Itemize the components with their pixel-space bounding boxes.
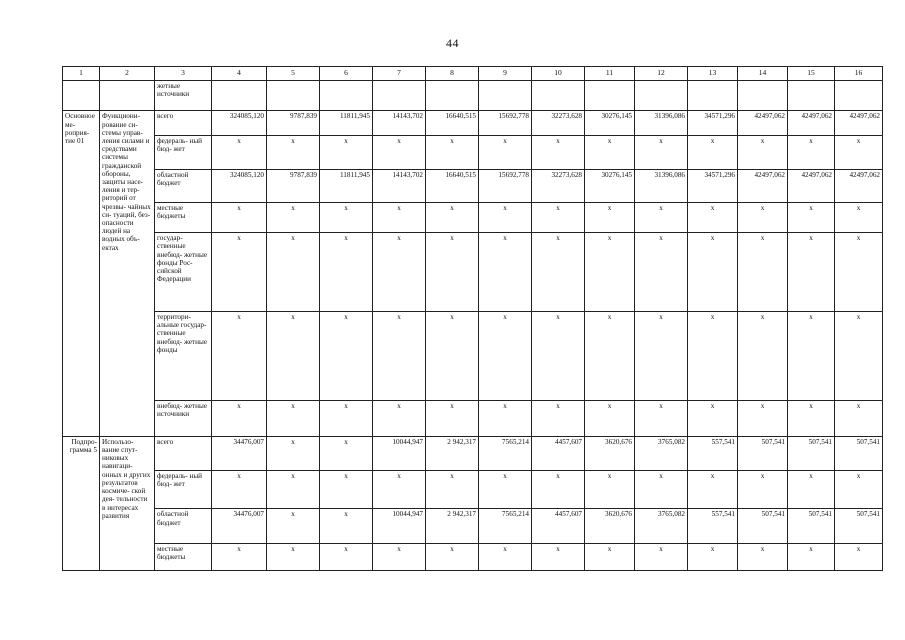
value-cell: 4457,607	[532, 509, 585, 543]
value-cell: x	[320, 135, 373, 169]
table-row	[63, 135, 883, 169]
value-cell: x	[532, 135, 585, 169]
funding-source-cell: местные бюджеты	[155, 203, 212, 233]
value-cell: 42497,062	[788, 111, 835, 135]
value-cell: x	[738, 203, 788, 233]
value-cell: x	[426, 400, 479, 436]
value-cell: x	[738, 233, 788, 312]
value-cell: 31396,086	[635, 111, 688, 135]
value-cell: x	[835, 311, 883, 400]
value-cell: x	[479, 311, 532, 400]
value-cell: 10044,947	[373, 436, 426, 470]
value-cell: x	[635, 135, 688, 169]
empty-cell	[585, 81, 635, 111]
value-cell: x	[635, 471, 688, 509]
value-cell: 2 942,317	[426, 436, 479, 470]
table-row	[63, 203, 883, 233]
value-cell: 7565,214	[479, 509, 532, 543]
value-cell: x	[788, 203, 835, 233]
value-cell: 16640,515	[426, 111, 479, 135]
value-cell: 3620,676	[585, 436, 635, 470]
funding-source-cell: местные бюджеты	[155, 543, 212, 570]
value-cell: x	[585, 203, 635, 233]
value-cell: x	[835, 233, 883, 312]
value-cell: x	[373, 471, 426, 509]
value-cell: 32273,628	[532, 169, 585, 202]
value-cell: x	[835, 400, 883, 436]
value-cell: x	[373, 400, 426, 436]
value-cell: x	[267, 436, 320, 470]
value-cell: 14143,702	[373, 111, 426, 135]
value-cell: x	[688, 135, 738, 169]
value-cell: 324085,120	[212, 111, 267, 135]
value-cell: x	[212, 311, 267, 400]
empty-cell	[688, 81, 738, 111]
value-cell: x	[688, 471, 738, 509]
value-cell: x	[635, 400, 688, 436]
table-row	[63, 233, 883, 312]
column-number: 2	[100, 67, 155, 81]
empty-cell	[100, 81, 155, 111]
table-row	[63, 400, 883, 436]
value-cell: x	[788, 233, 835, 312]
value-cell: 34571,296	[688, 111, 738, 135]
column-number: 5	[267, 67, 320, 81]
empty-cell	[738, 81, 788, 111]
value-cell: 507,541	[788, 509, 835, 543]
funding-source-cell: жетные источники	[155, 81, 212, 111]
value-cell: 34571,296	[688, 169, 738, 202]
column-number: 4	[212, 67, 267, 81]
column-number: 6	[320, 67, 373, 81]
value-cell: x	[212, 471, 267, 509]
value-cell: x	[788, 400, 835, 436]
value-cell: 34476,007	[212, 509, 267, 543]
funding-source-cell: территори- альные государ- ственные внебюд- жетные фонды	[155, 311, 212, 400]
value-cell: x	[373, 135, 426, 169]
value-cell: x	[373, 203, 426, 233]
column-number: 3	[155, 67, 212, 81]
value-cell: x	[479, 400, 532, 436]
value-cell: 30276,145	[585, 111, 635, 135]
value-cell: x	[835, 543, 883, 570]
column-number-row	[63, 67, 883, 81]
value-cell: 15692,778	[479, 169, 532, 202]
value-cell: x	[532, 233, 585, 312]
value-cell: x	[688, 311, 738, 400]
value-cell: x	[267, 203, 320, 233]
value-cell: x	[688, 233, 738, 312]
program-item-description: Функциони- рование си- стемы управ- ления силами и средствами системы гражданской обороны, защиты насе- ления и тер- риторий от чрезвы- чайных си- туаций, без- опасности людей на водных объ- ектах	[100, 111, 155, 437]
empty-cell	[63, 81, 100, 111]
value-cell: x	[373, 233, 426, 312]
funding-source-cell: областной бюджет	[155, 509, 212, 543]
value-cell: x	[532, 543, 585, 570]
value-cell: x	[835, 135, 883, 169]
value-cell: x	[479, 203, 532, 233]
value-cell: x	[426, 471, 479, 509]
value-cell: x	[373, 311, 426, 400]
value-cell: x	[320, 203, 373, 233]
value-cell: 3765,082	[635, 436, 688, 470]
column-number: 15	[788, 67, 835, 81]
value-cell: x	[320, 471, 373, 509]
value-cell: 16640,515	[426, 169, 479, 202]
value-cell: x	[635, 311, 688, 400]
value-cell: x	[688, 203, 738, 233]
funding-source-cell: федераль- ный бюд- жет	[155, 135, 212, 169]
value-cell: 324085,120	[212, 169, 267, 202]
table-row	[63, 81, 883, 111]
empty-cell	[426, 81, 479, 111]
value-cell: 507,541	[738, 509, 788, 543]
value-cell: x	[212, 400, 267, 436]
table-row	[63, 543, 883, 570]
value-cell: x	[585, 311, 635, 400]
value-cell: 507,541	[835, 509, 883, 543]
budget-table	[62, 66, 883, 571]
value-cell: x	[320, 509, 373, 543]
value-cell: 42497,062	[835, 111, 883, 135]
value-cell: 42497,062	[738, 111, 788, 135]
value-cell: x	[426, 135, 479, 169]
column-number: 10	[532, 67, 585, 81]
value-cell: x	[267, 135, 320, 169]
column-number: 11	[585, 67, 635, 81]
value-cell: 557,541	[688, 509, 738, 543]
value-cell: x	[532, 203, 585, 233]
table-row	[63, 169, 883, 202]
value-cell: x	[738, 400, 788, 436]
funding-source-cell: всего	[155, 436, 212, 470]
value-cell: x	[426, 543, 479, 570]
value-cell: 9787,839	[267, 111, 320, 135]
table-row	[63, 509, 883, 543]
column-number: 9	[479, 67, 532, 81]
value-cell: 11811,945	[320, 169, 373, 202]
value-cell: x	[212, 135, 267, 169]
value-cell: x	[532, 311, 585, 400]
value-cell: x	[320, 436, 373, 470]
value-cell: 3765,082	[635, 509, 688, 543]
value-cell: x	[788, 543, 835, 570]
value-cell: x	[426, 233, 479, 312]
table-row	[63, 436, 883, 470]
page-number: 44	[446, 36, 459, 50]
value-cell: x	[738, 471, 788, 509]
value-cell: x	[532, 471, 585, 509]
value-cell: x	[738, 311, 788, 400]
value-cell: 10044,947	[373, 509, 426, 543]
value-cell: 7565,214	[479, 436, 532, 470]
value-cell: x	[479, 233, 532, 312]
empty-cell	[212, 81, 267, 111]
column-number: 8	[426, 67, 479, 81]
value-cell: 42497,062	[835, 169, 883, 202]
program-item-name: Основное ме- роприя- тие 01	[63, 111, 100, 437]
value-cell: 2 942,317	[426, 509, 479, 543]
value-cell: 507,541	[738, 436, 788, 470]
value-cell: x	[426, 311, 479, 400]
value-cell: x	[320, 311, 373, 400]
value-cell: x	[267, 233, 320, 312]
value-cell: x	[426, 203, 479, 233]
value-cell: 3620,676	[585, 509, 635, 543]
value-cell: x	[267, 471, 320, 509]
value-cell: x	[788, 135, 835, 169]
column-number: 12	[635, 67, 688, 81]
empty-cell	[788, 81, 835, 111]
value-cell: 14143,702	[373, 169, 426, 202]
value-cell: x	[479, 543, 532, 570]
funding-source-cell: государ- ственные внебюд- жетные фонды Рос- сийской Федерации	[155, 233, 212, 312]
empty-cell	[320, 81, 373, 111]
column-number: 14	[738, 67, 788, 81]
empty-cell	[532, 81, 585, 111]
value-cell: x	[532, 400, 585, 436]
value-cell: 31396,086	[635, 169, 688, 202]
value-cell: 507,541	[835, 436, 883, 470]
empty-cell	[479, 81, 532, 111]
value-cell: x	[212, 543, 267, 570]
value-cell: 557,541	[688, 436, 738, 470]
value-cell: x	[635, 233, 688, 312]
value-cell: 11811,945	[320, 111, 373, 135]
value-cell: 9787,839	[267, 169, 320, 202]
value-cell: x	[479, 135, 532, 169]
funding-source-cell: федераль- ный бюд- жет	[155, 471, 212, 509]
column-number: 7	[373, 67, 426, 81]
table-row	[63, 471, 883, 509]
value-cell: 4457,607	[532, 436, 585, 470]
value-cell: x	[267, 543, 320, 570]
empty-cell	[267, 81, 320, 111]
empty-cell	[835, 81, 883, 111]
funding-source-cell: областной бюджет	[155, 169, 212, 202]
value-cell: x	[585, 233, 635, 312]
value-cell: x	[320, 543, 373, 570]
value-cell: x	[635, 203, 688, 233]
value-cell: x	[688, 400, 738, 436]
value-cell: 34476,007	[212, 436, 267, 470]
value-cell: 42497,062	[788, 169, 835, 202]
funding-source-cell: внебюд- жетные источники	[155, 400, 212, 436]
funding-source-cell: всего	[155, 111, 212, 135]
value-cell: x	[788, 471, 835, 509]
value-cell: x	[835, 203, 883, 233]
value-cell: x	[267, 509, 320, 543]
column-number: 13	[688, 67, 738, 81]
value-cell: x	[267, 400, 320, 436]
column-number: 1	[63, 67, 100, 81]
empty-cell	[635, 81, 688, 111]
value-cell: 32273,628	[532, 111, 585, 135]
value-cell: x	[267, 311, 320, 400]
value-cell: x	[212, 233, 267, 312]
value-cell: 507,541	[788, 436, 835, 470]
value-cell: x	[738, 543, 788, 570]
table-row	[63, 311, 883, 400]
program-item-description: Использо- вание спут- никовых навигаци- онных и других результатов космиче- ской дея- тельности в интересах развития	[100, 436, 155, 570]
value-cell: x	[212, 203, 267, 233]
value-cell: 15692,778	[479, 111, 532, 135]
value-cell: x	[688, 543, 738, 570]
value-cell: x	[585, 135, 635, 169]
value-cell: x	[479, 471, 532, 509]
value-cell: x	[738, 135, 788, 169]
value-cell: x	[320, 400, 373, 436]
column-number: 16	[835, 67, 883, 81]
value-cell: x	[635, 543, 688, 570]
value-cell: 30276,145	[585, 169, 635, 202]
value-cell: x	[788, 311, 835, 400]
value-cell: 42497,062	[738, 169, 788, 202]
value-cell: x	[585, 471, 635, 509]
value-cell: x	[320, 233, 373, 312]
empty-cell	[373, 81, 426, 111]
value-cell: x	[835, 471, 883, 509]
value-cell: x	[373, 543, 426, 570]
program-item-name: Подпро- грамма 5	[63, 436, 100, 570]
value-cell: x	[585, 543, 635, 570]
value-cell: x	[585, 400, 635, 436]
table-row	[63, 111, 883, 135]
